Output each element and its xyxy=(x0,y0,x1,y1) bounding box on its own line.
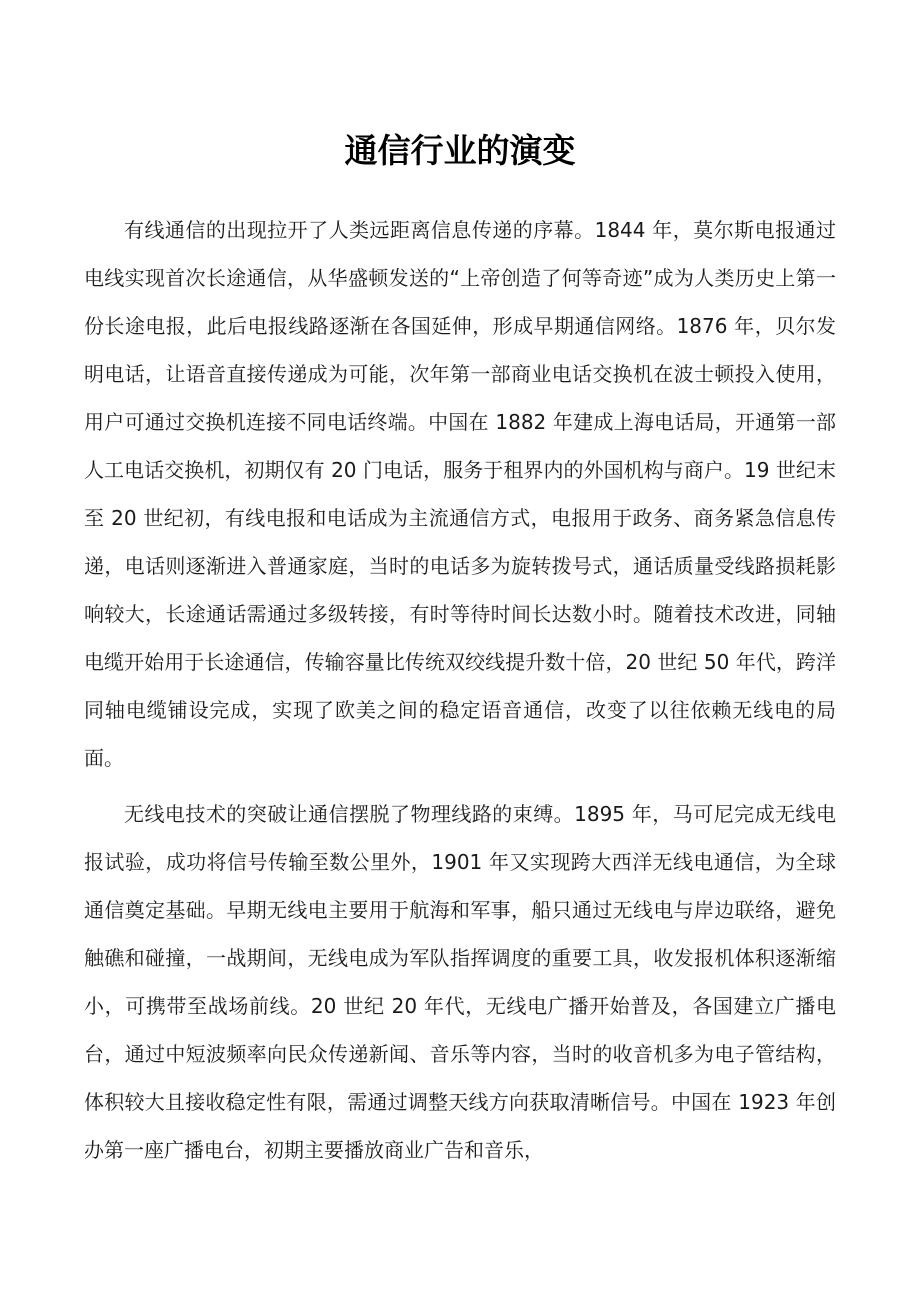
paragraph-wired-communication: 有线通信的出现拉开了人类远距离信息传递的序幕。1844 年，莫尔斯电报通过电线实现首次长途通信，从华盛顿发送的“上帝创造了何等奇迹”成为人类历史上第一份长途电报，此后电报线路逐渐在各国延伸，形成早期通信网络。1876 年，贝尔发明电话，让语音直接传递成为可能，次年第一部商业电话交换机在波士顿投入使用，用户可通过交换机连接不同电话终端。中国在 1882 年建成上海电话局，开通第一部人工电话交换机，初期仅有 20 门电话，服务于租界内的外国机构与商户。19 世纪末至 20 世纪初，有线电报和电话成为主流通信方式，电报用于政务、商务紧急信息传递，电话则逐渐进入普通家庭，当时的电话多为旋转拨号式，通话质量受线路损耗影响较大，长途通话需通过多级转接，有时等待时间长达数小时。随着技术改进，同轴电缆开始用于长途通信，传输容量比传统双绞线提升数十倍，20 世纪 50 年代，跨洋同轴电缆铺设完成，实现了欧美之间的稳定语音通信，改变了以往依赖无线电的局面。 xyxy=(84,218,836,770)
page-title: 通信行业的演变 xyxy=(344,131,576,170)
paragraph-radio-communication: 无线电技术的突破让通信摆脱了物理线路的束缚。1895 年，马可尼完成无线电报试验，成功将信号传输至数公里外，1901 年又实现跨大西洋无线电通信，为全球通信奠定基础。早期无线电主要用于航海和军事，船只通过无线电与岸边联络，避免触礁和碰撞，一战期间，无线电成为军队指挥调度的重要工具，收发报机体积逐渐缩小，可携带至战场前线。20 世纪 20 年代，无线电广播开始普及，各国建立广播电台，通过中短波频率向民众传递新闻、音乐等内容，当时的收音机多为电子管结构，体积较大且接收稳定性有限，需通过调整天线方向获取清晰信号。中国在 1923 年创办第一座广播电台，初期主要播放商业广告和音乐， xyxy=(84,802,836,1162)
